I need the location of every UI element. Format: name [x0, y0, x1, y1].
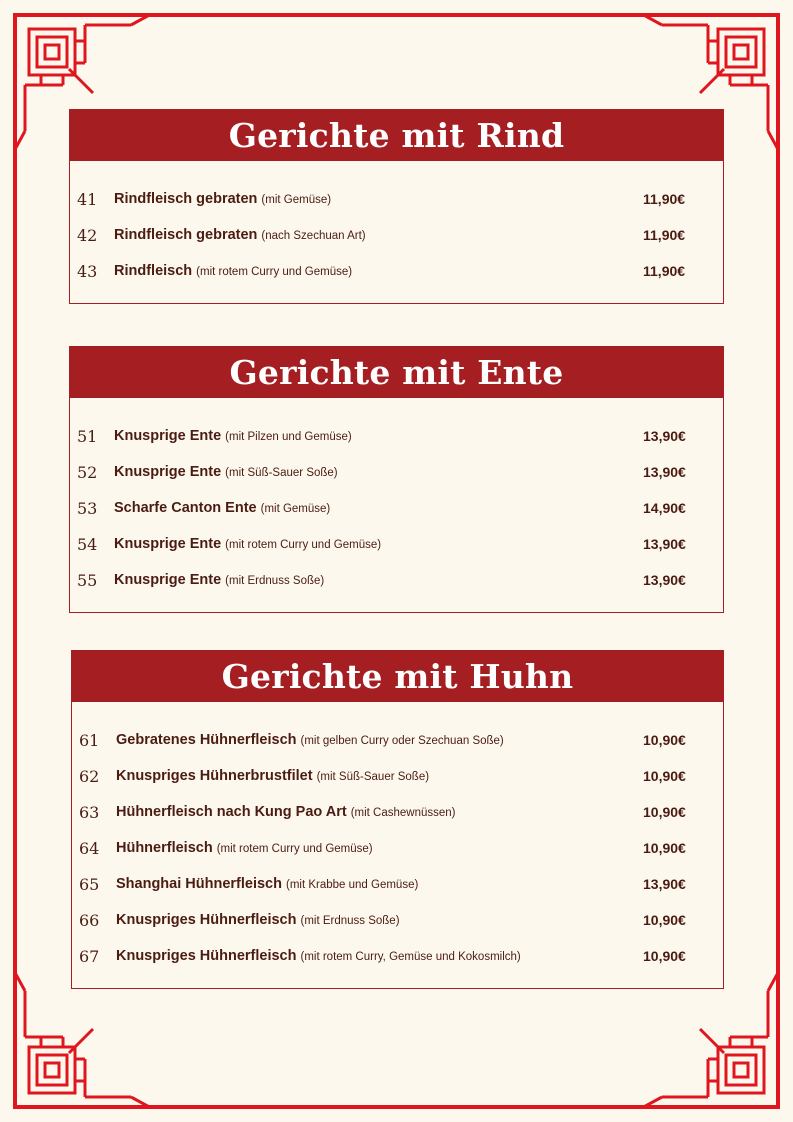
- item-number: 55: [77, 570, 98, 590]
- item-name: Knusprige Ente: [114, 428, 222, 444]
- menu-item: [72, 722, 723, 758]
- item-note: (mit rotem Curry und Gemüse): [225, 539, 382, 551]
- item-note: (mit Gemüse): [260, 503, 331, 515]
- menu-item: [72, 758, 723, 794]
- item-name: Rindfleisch gebraten: [114, 227, 258, 243]
- item-number: 52: [77, 462, 98, 482]
- item-name: Knuspriges Hühnerfleisch: [116, 912, 297, 928]
- item-note: (mit rotem Curry und Gemüse): [196, 266, 353, 278]
- item-price: 11,90€: [643, 263, 686, 279]
- menu-item: [70, 181, 723, 217]
- item-number: 67: [79, 946, 100, 966]
- menu-item: [70, 217, 723, 253]
- item-number: 64: [79, 838, 100, 858]
- item-name: Knusprige Ente: [114, 536, 222, 552]
- menu-section-duck: [69, 346, 724, 613]
- item-name: Scharfe Canton Ente: [114, 500, 257, 516]
- item-note: (nach Szechuan Art): [261, 230, 366, 242]
- item-price: 13,90€: [643, 572, 686, 588]
- item-number: 43: [77, 261, 98, 281]
- item-price: 10,90€: [643, 912, 686, 928]
- item-number: 51: [77, 426, 98, 446]
- item-price: 13,90€: [643, 536, 686, 552]
- menu-item: [72, 902, 723, 938]
- menu-section-beef: [69, 109, 724, 304]
- item-number: 41: [77, 189, 98, 209]
- item-price: 11,90€: [643, 191, 686, 207]
- menu-item: [70, 418, 723, 454]
- menu-item: [70, 526, 723, 562]
- item-name: Hühnerfleisch nach Kung Pao Art: [116, 804, 347, 820]
- item-price: 14,90€: [643, 500, 686, 516]
- item-price: 10,90€: [643, 732, 686, 748]
- section-title: Gerichte mit Huhn: [72, 651, 723, 702]
- menu-section-chicken: [71, 650, 724, 989]
- item-number: 42: [77, 225, 98, 245]
- menu-item: [70, 454, 723, 490]
- menu-item: [72, 938, 723, 974]
- menu-item: [70, 562, 723, 598]
- menu-item: [70, 490, 723, 526]
- item-note: (mit Süß-Sauer Soße): [316, 771, 430, 783]
- item-number: 66: [79, 910, 100, 930]
- item-price: 10,90€: [643, 768, 686, 784]
- item-name: Gebratenes Hühnerfleisch: [116, 732, 297, 748]
- item-note: (mit Krabbe und Gemüse): [285, 879, 419, 891]
- item-price: 10,90€: [643, 948, 686, 964]
- item-name: Shanghai Hühnerfleisch: [116, 876, 282, 892]
- item-number: 54: [77, 534, 98, 554]
- item-price: 13,90€: [643, 428, 686, 444]
- item-price: 13,90€: [643, 876, 686, 892]
- item-number: 62: [79, 766, 100, 786]
- section-title: Gerichte mit Rind: [70, 110, 723, 161]
- item-note: (mit gelben Curry oder Szechuan Soße): [300, 735, 504, 747]
- item-note: (mit Erdnuss Soße): [225, 575, 325, 587]
- item-price: 13,90€: [643, 464, 686, 480]
- menu-item: [72, 794, 723, 830]
- item-number: 63: [79, 802, 100, 822]
- item-price: 10,90€: [643, 804, 686, 820]
- item-name: Knusprige Ente: [114, 464, 222, 480]
- item-name: Knuspriges Hühnerfleisch: [116, 948, 297, 964]
- menu-item: [72, 866, 723, 902]
- item-price: 10,90€: [643, 840, 686, 856]
- item-name: Rindfleisch: [114, 263, 193, 279]
- item-note: (mit Pilzen und Gemüse): [225, 431, 352, 443]
- item-note: (mit Gemüse): [261, 194, 332, 206]
- item-name: Rindfleisch gebraten: [114, 191, 258, 207]
- item-number: 65: [79, 874, 100, 894]
- item-note: (mit Erdnuss Soße): [300, 915, 400, 927]
- item-number: 61: [79, 730, 100, 750]
- item-name: Hühnerfleisch: [116, 840, 213, 856]
- item-price: 11,90€: [643, 227, 686, 243]
- item-note: (mit rotem Curry und Gemüse): [216, 843, 373, 855]
- menu-item: [70, 253, 723, 289]
- item-note: (mit rotem Curry, Gemüse und Kokosmilch): [300, 951, 521, 963]
- item-name: Knusprige Ente: [114, 572, 222, 588]
- item-number: 53: [77, 498, 98, 518]
- item-note: (mit Cashewnüssen): [350, 807, 456, 819]
- item-name: Knuspriges Hühnerbrustfilet: [116, 768, 313, 784]
- section-title: Gerichte mit Ente: [70, 347, 723, 398]
- item-note: (mit Süß-Sauer Soße): [225, 467, 338, 479]
- menu-item: [72, 830, 723, 866]
